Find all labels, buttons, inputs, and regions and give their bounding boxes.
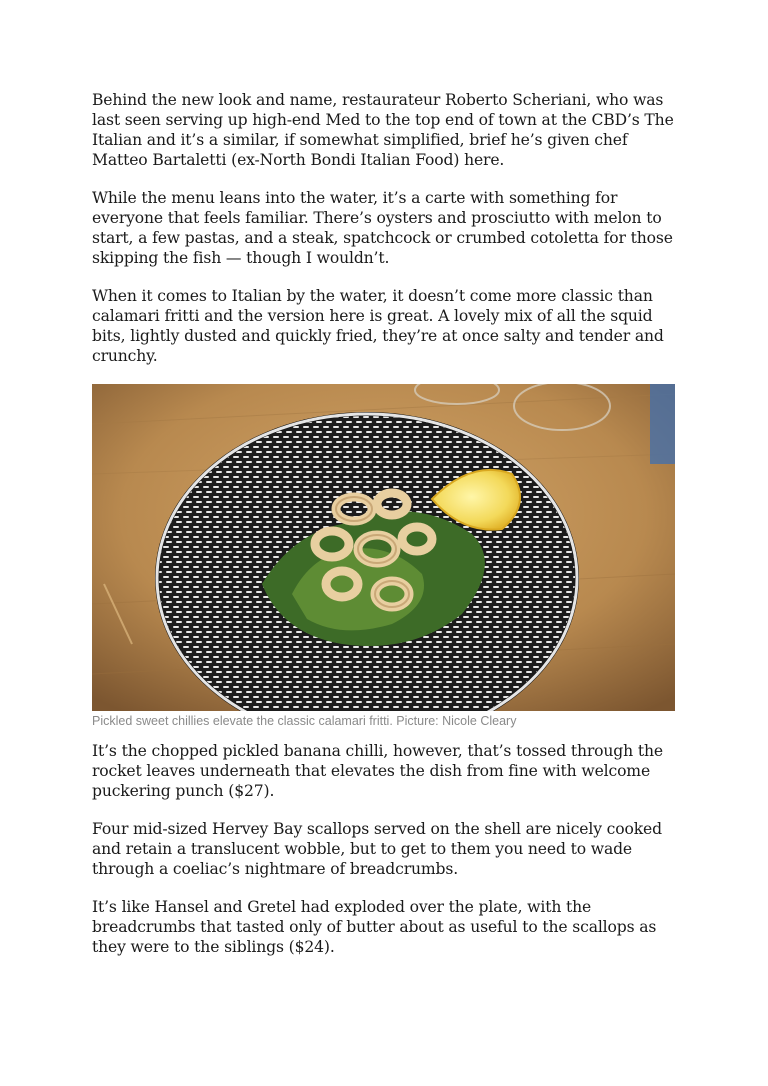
article-paragraph: It’s like Hansel and Gretel had exploded over the plate, with the breadcrumbs that tasted only of butter about as useful to the scallops as they were to the siblings ($24).	[92, 898, 657, 956]
calamari-photo	[92, 384, 675, 711]
article-figure	[92, 384, 675, 729]
calamari-photo-illustration	[92, 384, 675, 711]
article-paragraph: Behind the new look and name, restaurateur Roberto Scheriani, who was last seen serving up high-end Med to the top end of town at the CBD’s The Italian and it’s a similar, if somewhat simplified, brief he’s given chef Matteo Bartaletti (ex-North Bondi Italian Food) here.	[92, 91, 674, 169]
article-body	[92, 90, 682, 975]
article-paragraph: While the menu leans into the water, it’s a carte with something for everyone that feels familiar. There’s oysters and prosciutto with melon to start, a few pastas, and a steak, spatchcock or crumbed cotoletta for those skipping the fish — though I wouldn’t.	[92, 189, 673, 267]
article-paragraph: Four mid-sized Hervey Bay scallops served on the shell are nicely cooked and retain a translucent wobble, but to get to them you need to wade through a coeliac’s nightmare of breadcrumbs.	[92, 820, 662, 878]
article-paragraph: When it comes to Italian by the water, it doesn’t come more classic than calamari fritti and the version here is great. A lovely mix of all the squid bits, lightly dusted and quickly fried, they’re at once salty and tender and crunchy.	[92, 287, 664, 365]
photo-caption: Pickled sweet chillies elevate the classic calamari fritti. Picture: Nicole Cleary	[92, 714, 517, 728]
article-paragraph: It’s the chopped pickled banana chilli, however, that’s tossed through the rocket leaves underneath that elevates the dish from fine with welcome puckering punch ($27).	[92, 742, 663, 800]
